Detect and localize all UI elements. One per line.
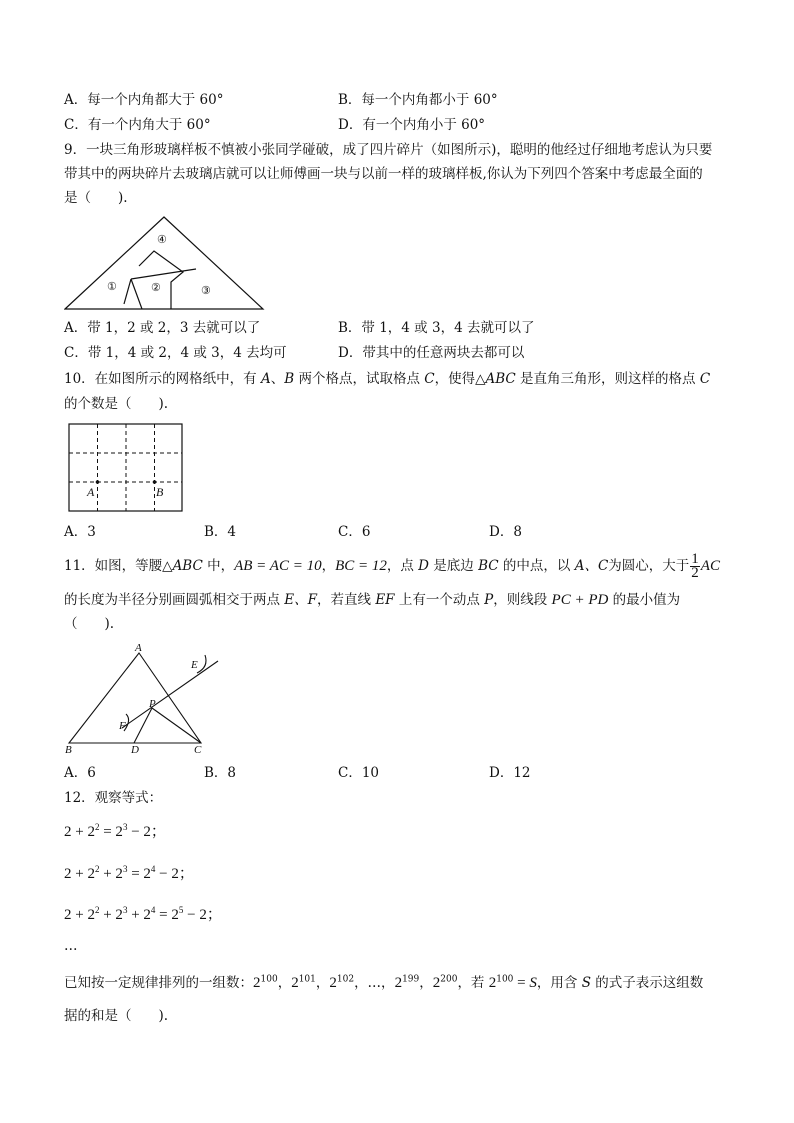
q10-option-b: B．4 (204, 524, 237, 540)
q11-label-d: D (131, 744, 139, 756)
q11-label-p: P (149, 698, 156, 710)
q9-crack-4 (131, 269, 196, 279)
q9-label-1: ① (107, 281, 117, 293)
q9-label-2: ② (151, 282, 161, 294)
q11-option-a: A．6 (64, 765, 96, 781)
q11-label-c: C (194, 744, 202, 756)
q11-option-b: B．8 (204, 765, 237, 781)
q10-stem-line2: 的个数是（ ). (64, 396, 169, 412)
q10-grid-figure (68, 423, 186, 515)
q9-option-d: D．带其中的任意两块去都可以 (338, 345, 525, 361)
q10-label-a: A (87, 485, 95, 499)
q9-crack-2b (139, 251, 183, 309)
q11-label-e: E (191, 659, 198, 671)
q12-equation-2: $2 + 2^2 + 2^3 = 2^4 - 2$； (64, 864, 194, 882)
q9-stem-line3: 是（ ). (64, 190, 128, 206)
q10-point-a (96, 480, 100, 484)
q10-point-b (153, 480, 157, 484)
q11-stem-line1: 11．如图，等腰△ABC 中，AB = AC = 10，BC = 12，点 D 是底边 BC 的中点，以 A、C为圆心，大于 $\frac{1}{2}$ AC (64, 551, 720, 581)
q8-option-c: C．有一个内角大于 60° (64, 117, 211, 133)
q9-label-4: ④ (157, 234, 167, 246)
q12-equation-3: $2 + 2^2 + 2^3 + 2^4 = 2^5 - 2$； (64, 905, 222, 923)
q9-option-c: C．带 1，4 或 2，4 或 3，4 去均可 (64, 345, 287, 361)
q9-stem-line2: 带其中的两块碎片去玻璃店就可以让师傅画一块与以前一样的玻璃样板,你认为下列四个答案中考虑最全面的 (64, 166, 703, 182)
q11-option-c: C．10 (338, 765, 380, 781)
q10-stem-line1: 10．在如图所示的网格纸中，有 A、B 两个格点，试取格点 C，使得△ABC 是直角三角形，则这样的格点 C (64, 371, 711, 387)
q8-option-d: D．有一个内角小于 60° (338, 117, 486, 133)
q8-option-a: A．每一个内角都大于 60° (64, 92, 224, 108)
q11-label-a: A (135, 642, 142, 654)
q8-option-b: B．每一个内角都小于 60° (338, 92, 498, 108)
q11-label-f: F (119, 720, 126, 732)
q11-segment-pc (152, 708, 201, 743)
q9-broken-triangle-figure (64, 214, 266, 312)
q10-option-a: A．3 (64, 524, 96, 540)
q12-stem-line2: 据的和是（ ). (64, 1008, 169, 1024)
q12-title: 12．观察等式： (64, 790, 163, 806)
q11-stem-line3: （ ). (64, 616, 115, 632)
q12-stem-line1: 已知按一定规律排列的一组数：$2^{100}$，$2^{101}$，$2^{102}$，…，$2^{199}$，$2^{200}$，若 $2^{100} = S$，用含 S 的式子表示这组数 (64, 974, 704, 991)
q11-isosceles-triangle-figure (60, 640, 230, 758)
q11-option-d: D．12 (489, 765, 531, 781)
q11-stem-line2: 的长度为半径分别画圆弧相交于两点 E、F，若直线 EF 上有一个动点 P，则线段 PC + PD 的最小值为 (64, 592, 681, 608)
q9-crack-2a (131, 279, 142, 309)
q9-option-a: A．带 1，2 或 2，3 去就可以了 (64, 320, 261, 336)
q9-crack-1 (124, 279, 131, 304)
q10-option-c: C．6 (338, 524, 371, 540)
q12-equation-1: $2 + 2^2 = 2^3 - 2$； (64, 822, 166, 840)
q12-ellipsis: … (64, 938, 78, 954)
q9-option-b: B．带 1，4 或 3，4 去就可以了 (338, 320, 535, 336)
q11-fraction-one-half: $\frac{1}{2}$ (691, 551, 699, 581)
q10-option-d: D．8 (489, 524, 522, 540)
q11-line-ef (122, 661, 218, 728)
q10-label-b: B (156, 485, 164, 499)
q9-label-3: ③ (201, 285, 211, 297)
q9-triangle-outline (65, 217, 263, 309)
q9-stem-line1: 9．一块三角形玻璃样板不慎被小张同学碰破，成了四片碎片（如图所示)，聪明的他经过仔细地考虑认为只要 (64, 142, 713, 158)
q11-label-b: B (65, 744, 72, 756)
